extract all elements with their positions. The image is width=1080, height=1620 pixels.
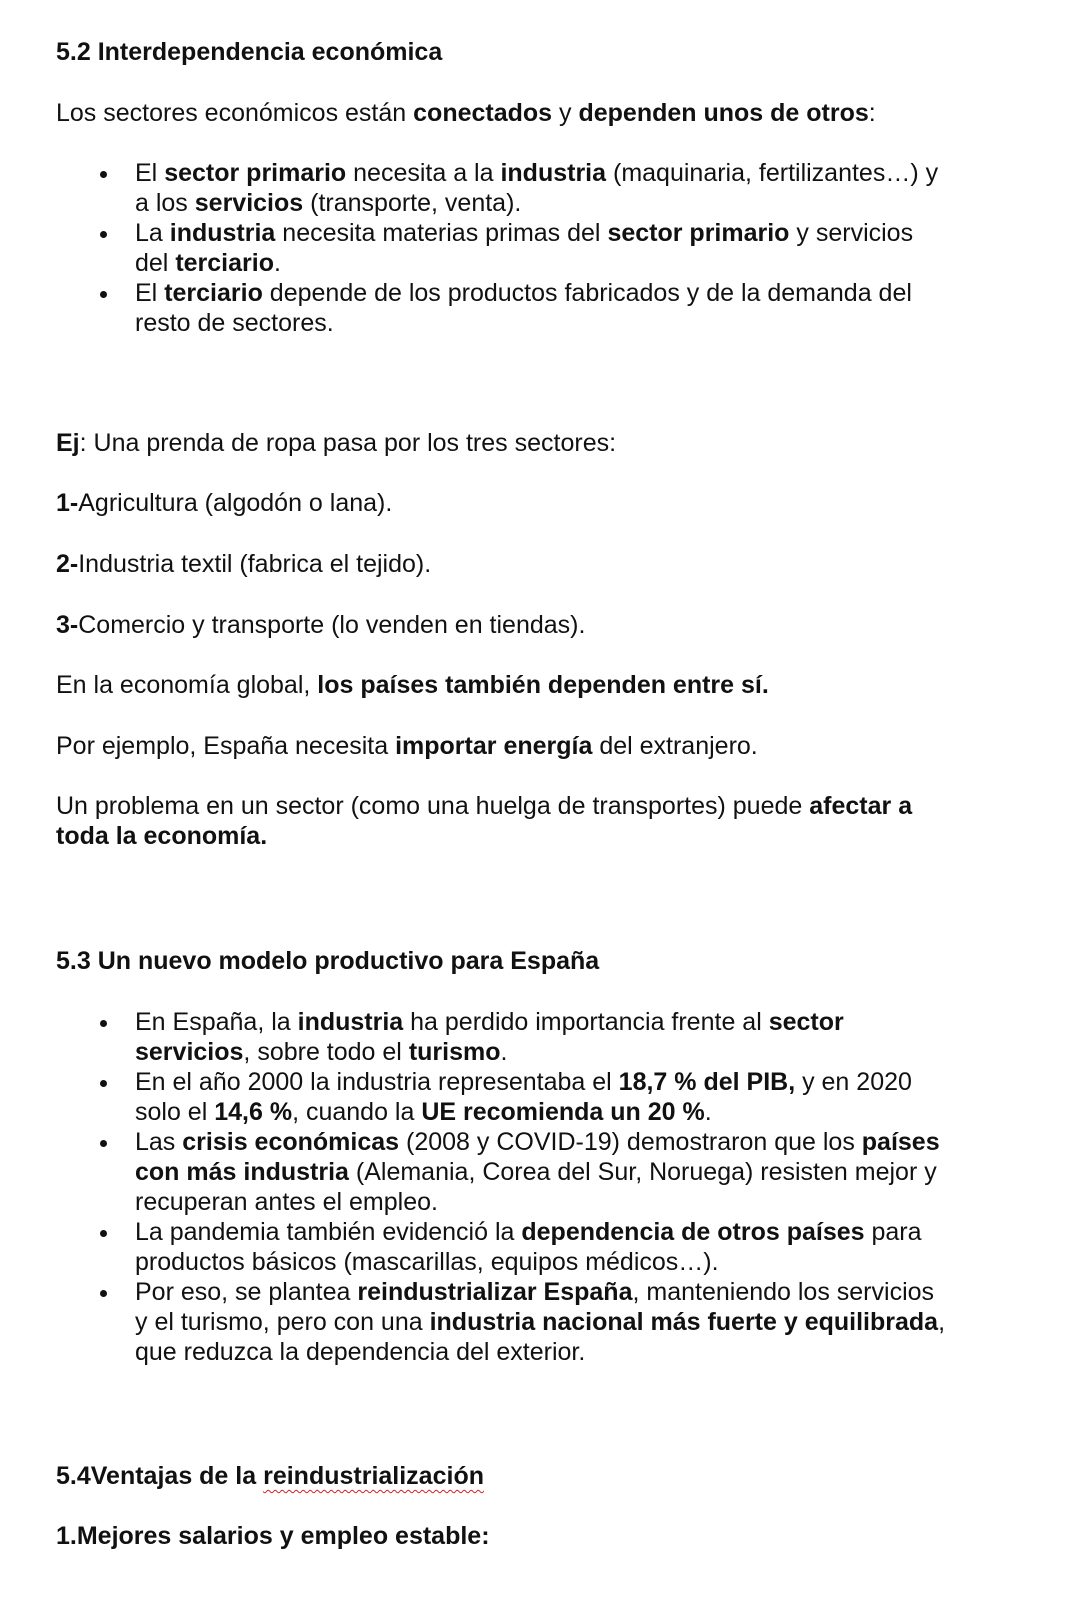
list-item: Por eso, se plantea reindustrializar España, manteniendo los servicios y el turismo, pero con una industria nacional más fuerte y equilibrada, que reduzca la dependencia del exterior. bbox=[56, 1277, 1016, 1367]
spain-paragraph: Por ejemplo, España necesita importar energía del extranjero. bbox=[56, 732, 758, 760]
section-heading-5-2: 5.2 Interdependencia económica bbox=[56, 38, 443, 66]
bullet-icon bbox=[100, 171, 107, 178]
list-item: El sector primario necesita a la industria (maquinaria, fertilizantes…) y a los servicios (transporte, venta). bbox=[56, 158, 1016, 218]
bullet-icon bbox=[100, 231, 107, 238]
intro-paragraph: Los sectores económicos están conectados y dependen unos de otros: bbox=[56, 99, 876, 127]
list-item: En España, la industria ha perdido importancia frente al sector servicios, sobre todo el turismo. bbox=[56, 1007, 1016, 1067]
list-item: En el año 2000 la industria representaba el 18,7 % del PIB, y en 2020 solo el 14,6 %, cuando la UE recomienda un 20 %. bbox=[56, 1067, 1016, 1127]
spellcheck-underline: reindustrialización bbox=[263, 1462, 484, 1490]
bullet-icon bbox=[100, 1230, 107, 1237]
example-intro: Ej: Una prenda de ropa pasa por los tres sectores: bbox=[56, 429, 617, 457]
global-paragraph: En la economía global, los países también dependen entre sí. bbox=[56, 671, 769, 699]
bullet-icon bbox=[100, 1080, 107, 1087]
bullet-icon bbox=[100, 1020, 107, 1027]
section-heading-5-4: 5.4Ventajas de la reindustrialización bbox=[56, 1462, 484, 1490]
bullet-list-5-2 bbox=[56, 158, 1016, 338]
bullet-list-5-3 bbox=[56, 1007, 1016, 1367]
bullet-icon bbox=[100, 291, 107, 298]
subheading-1: 1.Mejores salarios y empleo estable: bbox=[56, 1522, 490, 1550]
list-item: El terciario depende de los productos fabricados y de la demanda del resto de sectores. bbox=[56, 278, 1016, 338]
step-1: 1-Agricultura (algodón o lana). bbox=[56, 489, 393, 517]
step-2: 2-Industria textil (fabrica el tejido). bbox=[56, 550, 432, 578]
section-heading-5-3: 5.3 Un nuevo modelo productivo para España bbox=[56, 947, 600, 975]
list-item: La industria necesita materias primas del sector primario y servicios del terciario. bbox=[56, 218, 1016, 278]
step-3: 3-Comercio y transporte (lo venden en tiendas). bbox=[56, 611, 586, 639]
bullet-icon bbox=[100, 1140, 107, 1147]
bullet-icon bbox=[100, 1290, 107, 1297]
problem-paragraph: Un problema en un sector (como una huelga de transportes) puede afectar a toda la economía. bbox=[56, 792, 913, 850]
list-item: La pandemia también evidenció la dependencia de otros países para productos básicos (mascarillas, equipos médicos…). bbox=[56, 1217, 1016, 1277]
list-item: Las crisis económicas (2008 y COVID-19) demostraron que los países con más industria (Alemania, Corea del Sur, Noruega) resisten mejor y recuperan antes el empleo. bbox=[56, 1127, 1016, 1217]
